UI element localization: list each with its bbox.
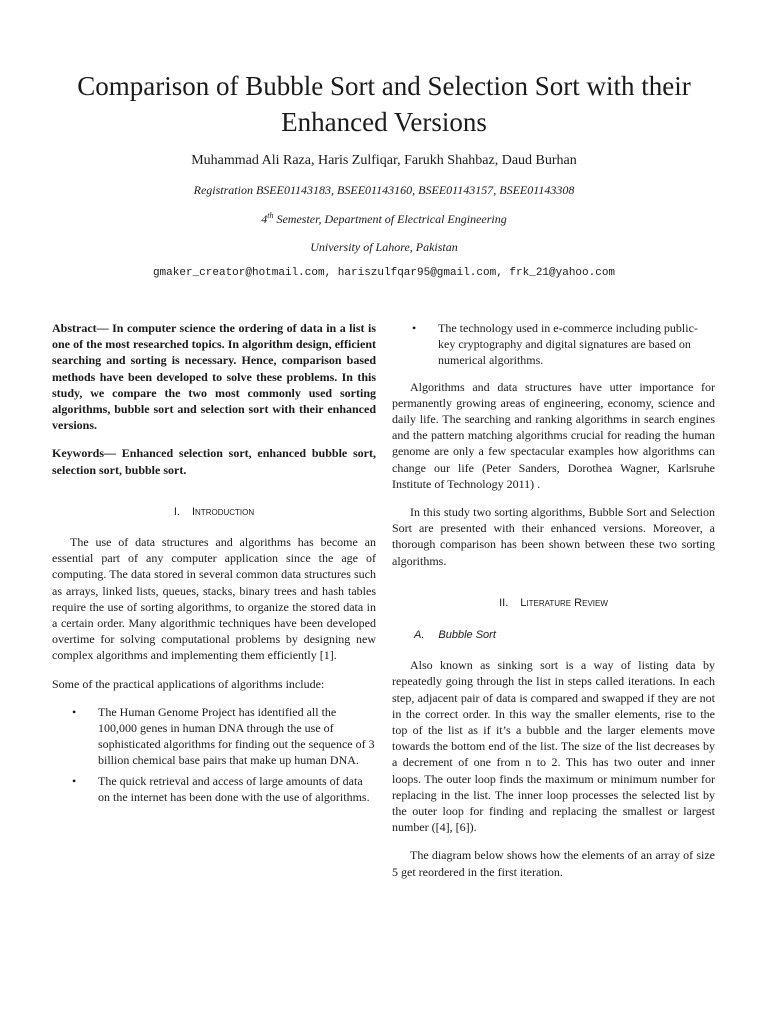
subsection-number: A. [414, 629, 425, 642]
semester-text: Semester, Department of Electrical Engineering [273, 212, 507, 226]
list-item [392, 320, 715, 369]
department-line [0, 211, 768, 227]
right-column [392, 320, 715, 892]
list-item [52, 773, 376, 805]
left-column [52, 320, 376, 815]
bullet-icon: • [72, 704, 77, 719]
semester-number: 4 [261, 212, 268, 226]
applications-list [52, 704, 376, 805]
applications-intro: Some of the practical applications of algorithms include: [52, 676, 325, 691]
section-heading-introduction [52, 504, 376, 520]
section-number: I. [173, 505, 180, 518]
section-heading-literature-review [392, 595, 715, 611]
paper-title: Comparison of Bubble Sort and Selection Sort with their Enhanced Versions [77, 71, 691, 137]
introduction-paragraph: The use of data structures and algorithms has become an essential part of any computer application since the age of computing. The data stored in several common data structures such as arrays, linked lists, queues, stacks, binary trees and hash tables require the use of sorting algorithms, to organize the stored data in a certain order. Many algorithmic techniques have been developed overtime for solving computational problems by designing new complex algorithms and implementing them efficiently [1]. [52, 535, 376, 663]
list-item [52, 704, 376, 769]
section-number: II. [499, 596, 509, 609]
body-paragraph: The diagram below shows how the elements of an array of size 5 get reordered in the first iteration. [392, 848, 715, 879]
keywords: Keywords— Enhanced selection sort, enhanced bubble sort, selection sort, bubble sort. [52, 446, 376, 477]
registration-numbers: Registration BSEE01143183, BSEE01143160, BSEE01143157, BSEE01143308 [193, 183, 575, 197]
bullet-icon: • [412, 321, 417, 335]
subsection-title: Bubble Sort [438, 629, 496, 642]
abstract: Abstract— In computer science the ordering of data in a list is one of the most researched topics. In algorithm design, efficient searching and sorting is necessary. Hence, comparison based methods have been developed to solve these problems. In this study, we compare the two most commonly used sorting algorithms, bubble sort and selection sort with their enhanced versions. [52, 321, 376, 433]
section-title: Introduction [191, 505, 255, 518]
body-paragraph: In this study two sorting algorithms, Bubble Sort and Selection Sort are presented with their enhanced versions. Moreover, a thorough comparison has been shown between these two sorting algorithms. [392, 505, 715, 568]
author-list: Muhammad Ali Raza, Haris Zulfiqar, Farukh Shahbaz, Daud Burhan [191, 153, 577, 168]
list-item-text: The Human Genome Project has identified all the 100,000 genes in human DNA through the use of sophisticated algorithms for finding out the sequence of 3 billion chemical base pairs that make up human DNA. [98, 704, 375, 768]
list-item-text: The quick retrieval and access of large amounts of data on the internet has been done with the use of algorithms. [98, 773, 370, 804]
body-paragraph: Algorithms and data structures have utter importance for permanently growing areas of engineering, economy, science and daily life. The searching and ranking algorithms in search engines and the pattern matching algorithms crucial for reading the human genome are only a few spectacular examples how algorithms can change our life (Peter Sanders, Dorothea Wagner, Karlsruhe Institute of Technology 2011) . [392, 379, 715, 491]
applications-list-continued [392, 320, 715, 369]
body-paragraph: Also known as sinking sort is a way of listing data by repeatedly going through the list in steps called iterations. In each step, adjacent pair of data is compared and swapped if they are not in the correct order. In this way the smaller elements, rise to the top of the list as if it’s a bubble and the larger elements move towards the bottom end of the list. The size of the list decreases by a decrement of one from n to 2. This has two outer and inner loops. The outer loop finds the maximum or minimum number for replacing in the list. The inner loop processes the selected list by the outer loop for finding and replacing the smallest or largest number ([4], [6]). [392, 658, 715, 835]
email-addresses: gmaker_creator@hotmail.com, hariszulfqar95@gmail.com, frk_21@yahoo.com [152, 267, 616, 279]
semester-ordinal: th [267, 211, 274, 220]
university-line: University of Lahore, Pakistan [310, 240, 458, 254]
bullet-icon: • [72, 773, 77, 788]
section-title: Literature Review [520, 596, 608, 609]
list-item-text: The technology used in e-commerce including public-key cryptography and digital signatures are based on numerical algorithms. [438, 321, 698, 368]
subsection-heading-bubble-sort [414, 627, 715, 643]
